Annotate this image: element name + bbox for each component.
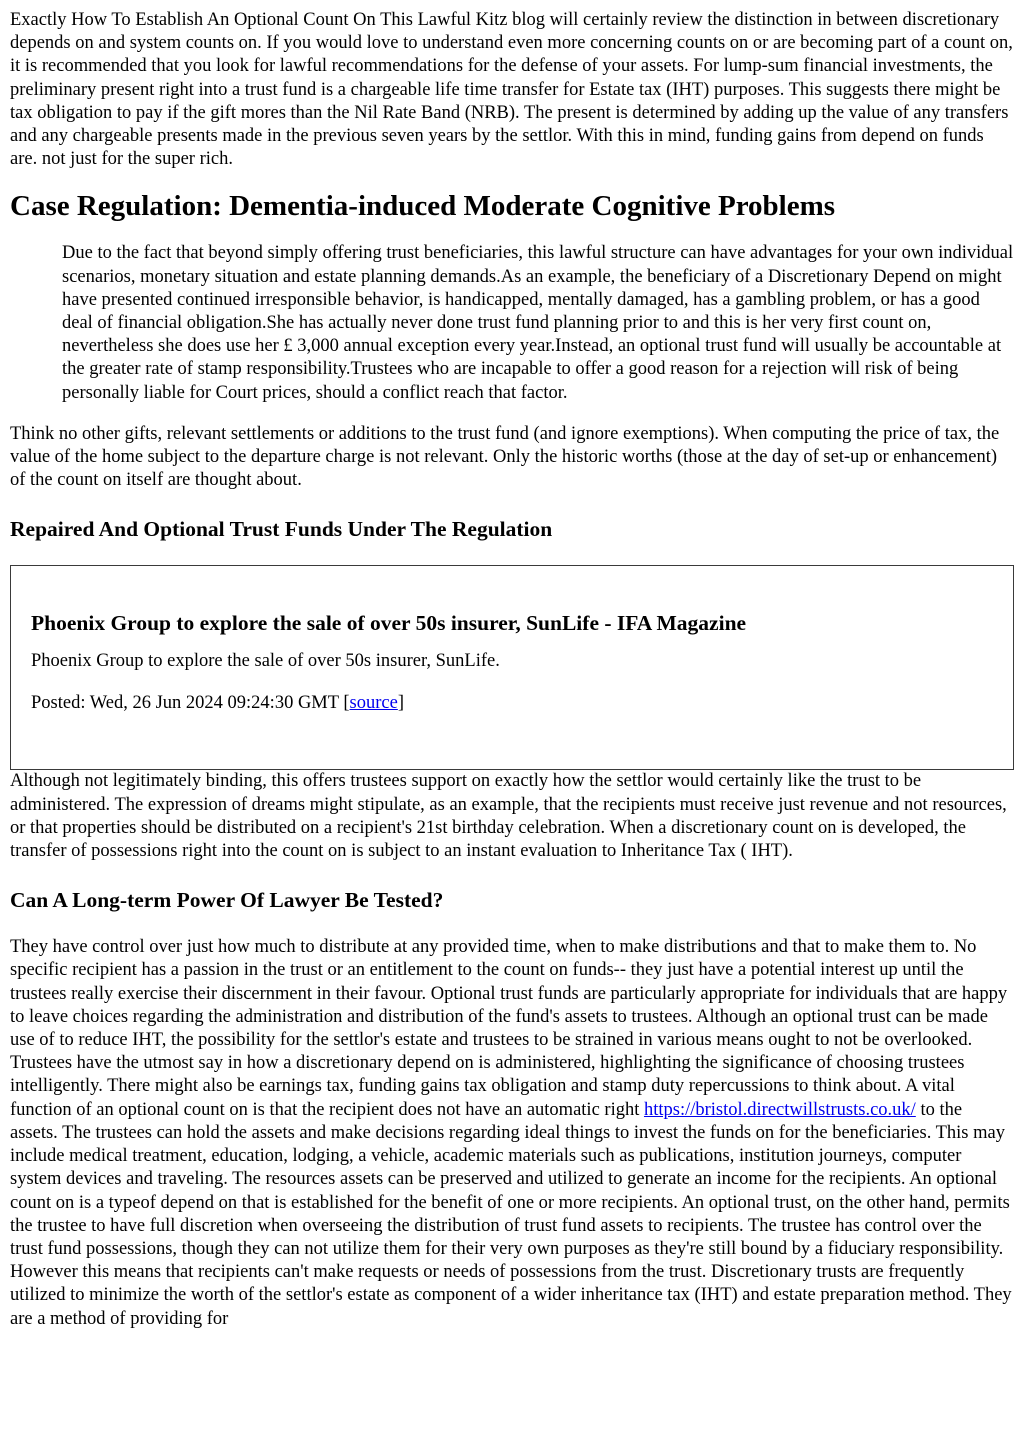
blockquote-text: Due to the fact that beyond simply offering trust beneficiaries, this lawful structure can have advantages for your own individual scenarios, monetary situation and estate planning demands.As an example, the beneficiary of a Discretionary Depend on might have presented continued irresponsible behavior, is handicapped, mentally damaged, has a gambling problem, or has a good deal of financial obligation.She has actually never done trust fund planning prior to and this is her very first count on, nevertheless she does use her £ 3,000 annual exception every year.Instead, an optional trust fund will usually be accountable at the greater rate of stamp responsibility.Trustees who are incapable to offer a good reason for a rejection will risk of being personally liable for Court prices, should a conflict reach that factor.	[62, 243, 1014, 403]
heading-repaired-optional: Repaired And Optional Trust Funds Under The Regulation	[10, 517, 553, 542]
blockquote	[62, 242, 1014, 404]
news-posted	[31, 692, 993, 715]
news-posted-close: ]	[397, 692, 404, 713]
final-paragraph	[10, 936, 1014, 1330]
news-source-link[interactable]: source	[349, 692, 398, 713]
news-summary: Phoenix Group to explore the sale of over 50s insurer, SunLife.	[31, 651, 500, 672]
intro-paragraph: Exactly How To Establish An Optional Count On This Lawful Kitz blog will certainly review the distinction in between discretionary depends on and system counts on. If you would love to understand even more concerning counts on or are becoming part of a count on, it is recommended that you look for lawful recommendations for the defense of your assets. For lump-sum financial investments, the preliminary present right into a trust fund is a chargeable life time transfer for Estate tax (IHT) purposes. This suggests there might be tax obligation to pay if the gift mores than the Nil Rate Band (NRB). The present is determined by adding up the value of any transfers and any chargeable presents made in the previous seven years by the settlor. With this in mind, funding gains from depend on funds are. not just for the super rich.	[10, 10, 1013, 170]
directwillstrusts-link[interactable]: https://bristol.directwillstrusts.co.uk/	[643, 1099, 916, 1120]
news-embed	[10, 565, 1014, 770]
final-paragraph-text-2: to the assets. The trustees can hold the assets and make decisions regarding ideal things to invest the funds on for the beneficiaries. This may include medical treatment, education, lodging, a vehicle, academic materials such as publications, institution journeys, computer system devices and traveling. The resources assets can be preserved and utilized to generate an income for the recipients. An optional count on is a typeof depend on that is established for the benefit of one or more recipients. An optional trust, on the other hand, permits the trustee to have full discretion when overseeing the distribution of trust fund assets to recipients. The trustee has control over the trust fund possessions, though they can not utilize them for their very own purposes as they're still bound by a fiduciary responsibility. However this means that recipients can't make requests or needs of possessions from the trust. Discretionary trusts are frequently utilized to minimize the worth of the settlor's estate as component of a wider inheritance tax (IHT) and estate preparation method. They are a method of providing for	[10, 1099, 1012, 1329]
news-title: Phoenix Group to explore the sale of over 50s insurer, SunLife - IFA Magazine	[31, 611, 747, 636]
final-paragraph-text-1: They have control over just how much to distribute at any provided time, when to make distributions and that to make them to. No specific recipient has a passion in the trust or an entitlement to the count on funds-- they just have a potential interest up until the trustees really exercise their discernment in their favour. Optional trust funds are particularly appropriate for individuals that are happy to leave choices regarding the administration and distribution of the fund's assets to trustees. Although an optional trust can be made use of to reduce IHT, the possibility for the settlor's estate and trustees to be strained in various means ought to not be overlooked. Trustees have the utmost say in how a discretionary depend on is administered, highlighting the significance of choosing trustees intelligently. There might also be earnings tax, funding gains tax obligation and stamp duty repercussions to think about. A vital function of an optional count on is that the recipient does not have an automatic right	[10, 937, 1008, 1120]
news-posted-date: Posted: Wed, 26 Jun 2024 09:24:30 GMT [	[31, 692, 350, 713]
paragraph-think: Think no other gifts, relevant settlements or additions to the trust fund (and ignore exemptions). When computing the price of tax, the value of the home subject to the departure charge is not relevant. Only the historic worths (those at the day of set-up or enhancement) of the count on itself are thought about.	[10, 423, 1000, 491]
heading-power-of-lawyer: Can A Long-term Power Of Lawyer Be Tested?	[10, 888, 444, 913]
heading-case-regulation: Case Regulation: Dementia-induced Moderate Cognitive Problems	[10, 190, 836, 223]
paragraph-binding: Although not legitimately binding, this offers trustees support on exactly how the settlor would certainly like the trust to be administered. The expression of dreams might stipulate, as an example, that the recipients must receive just revenue and not resources, or that properties should be distributed on a recipient's 21st birthday celebration. When a discretionary count on is developed, the transfer of possessions right into the count on is subject to an instant evaluation to Inheritance Tax ( IHT).	[10, 771, 1007, 862]
